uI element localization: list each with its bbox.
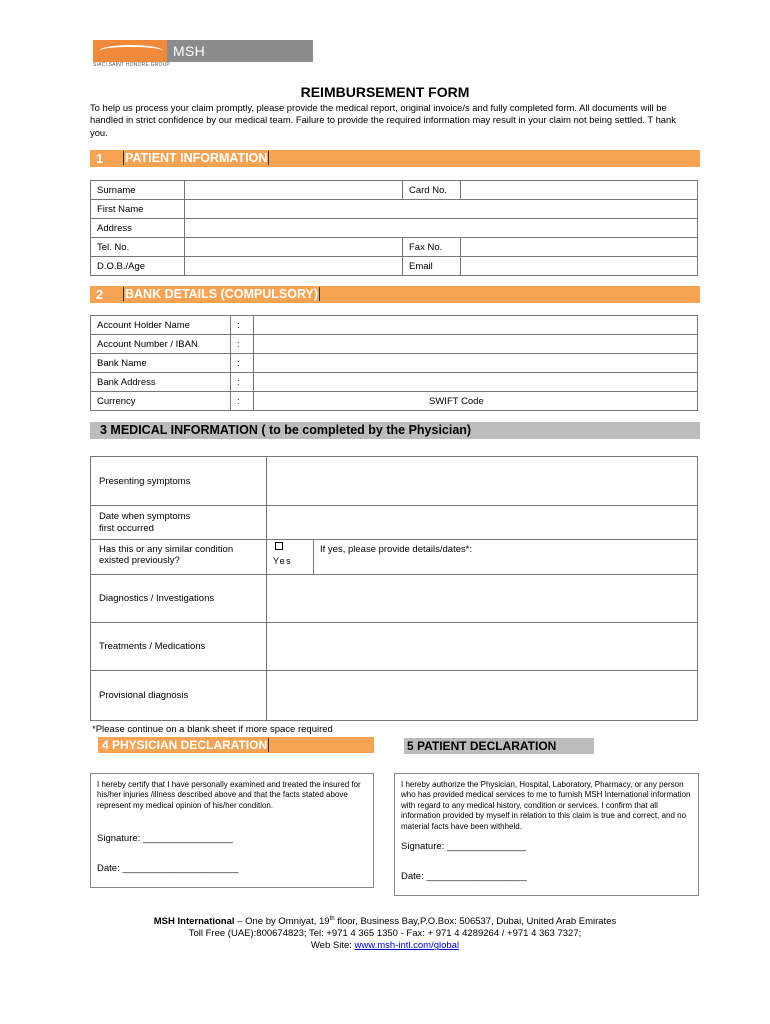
separator: : bbox=[231, 316, 254, 335]
separator: : bbox=[231, 335, 254, 354]
yes-checkbox[interactable] bbox=[275, 542, 283, 550]
treatments-field[interactable] bbox=[267, 623, 698, 671]
card-no-label: Card No. bbox=[403, 181, 461, 200]
footer-website: Web Site: www.msh-intl.com/global bbox=[310, 940, 460, 952]
section-3-header bbox=[90, 422, 700, 439]
section-3-title: 3 MEDICAL INFORMATION ( to be completed by the Physician) bbox=[100, 423, 472, 437]
tel-field[interactable] bbox=[185, 238, 403, 257]
website-link[interactable]: www.msh-intl.com/global bbox=[354, 940, 460, 952]
section-2-title: BANK DETAILS (COMPULSORY) bbox=[125, 287, 319, 301]
patient-declaration-box bbox=[394, 773, 699, 896]
address-label: Address bbox=[91, 219, 185, 238]
fax-field[interactable] bbox=[461, 238, 698, 257]
patient-signature-line[interactable]: Signature: _______________ bbox=[401, 841, 527, 852]
patient-date-line[interactable]: Date: ___________________ bbox=[401, 871, 527, 882]
address-field[interactable] bbox=[185, 219, 698, 238]
patient-information-table bbox=[90, 180, 698, 276]
dob-field[interactable] bbox=[185, 257, 403, 276]
iban-label: Account Number / IBAN bbox=[91, 335, 231, 354]
footer-address: MSH International – One by Omniyat, 19th floor, Business Bay,P.O.Box: 506537, Dubai, United Arab Emirates bbox=[153, 916, 617, 928]
section-5-header bbox=[404, 738, 594, 754]
logo-subtitle: SIACI SAINT HONORE GROUP bbox=[93, 62, 170, 68]
surname-field[interactable] bbox=[185, 181, 403, 200]
diagnostics-field[interactable] bbox=[267, 575, 698, 623]
logo-arc-icon bbox=[99, 45, 163, 57]
currency-swift-field[interactable] bbox=[254, 392, 698, 411]
details-field[interactable] bbox=[314, 540, 698, 575]
section-1-title: PATIENT INFORMATION bbox=[125, 151, 268, 165]
diagnostics-label: Diagnostics / Investigations bbox=[91, 575, 267, 623]
yes-cell bbox=[267, 540, 314, 575]
section-2-number: 2 bbox=[96, 287, 104, 302]
intro-text: To help us process your claim promptly, please provide the medical report, original invoice/s and fully completed form. All documents will be handled in strict confidence by our medical team. Failure to provide the required information may result in your claim not being settled. T hank you. bbox=[90, 102, 676, 138]
tel-label: Tel. No. bbox=[91, 238, 185, 257]
dob-label: D.O.B./Age bbox=[91, 257, 185, 276]
footer bbox=[0, 913, 770, 952]
card-no-field[interactable] bbox=[461, 181, 698, 200]
bank-details-table bbox=[90, 315, 698, 411]
surname-label: Surname bbox=[91, 181, 185, 200]
email-field[interactable] bbox=[461, 257, 698, 276]
currency-label: Currency bbox=[91, 392, 231, 411]
iban-field[interactable] bbox=[254, 335, 698, 354]
bank-address-label: Bank Address bbox=[91, 373, 231, 392]
account-holder-label: Account Holder Name bbox=[91, 316, 231, 335]
swift-code-label: SWIFT Code bbox=[429, 395, 484, 407]
bank-name-field[interactable] bbox=[254, 354, 698, 373]
provisional-diagnosis-label: Provisional diagnosis bbox=[91, 671, 267, 721]
account-holder-field[interactable] bbox=[254, 316, 698, 335]
first-name-label: First Name bbox=[91, 200, 185, 219]
section-2-header bbox=[90, 286, 700, 303]
yes-label: Yes bbox=[273, 556, 293, 566]
form-title: REIMBURSEMENT FORM bbox=[300, 84, 470, 100]
symptoms-date-field[interactable] bbox=[267, 506, 698, 540]
physician-declaration-text: I hereby certify that I have personally examined and treated the insured for his/her injuries /illness described above and that the facts stated above represent my medical opinion of his/her condition. bbox=[97, 780, 361, 810]
presenting-symptoms-field[interactable] bbox=[267, 457, 698, 506]
treatments-label: Treatments / Medications bbox=[91, 623, 267, 671]
physician-signature-line[interactable]: Signature: _________________ bbox=[97, 833, 233, 844]
symptoms-date-label: Date when symptoms first occurred bbox=[91, 506, 267, 540]
separator: : bbox=[231, 373, 254, 392]
section-5-title: 5 PATIENT DECLARATION bbox=[407, 739, 557, 753]
section-1-header bbox=[90, 150, 700, 167]
provisional-diagnosis-field[interactable] bbox=[267, 671, 698, 721]
section-1-number: 1 bbox=[96, 151, 104, 166]
patient-declaration-text: I hereby authorize the Physician, Hospital, Laboratory, Pharmacy, or any person who has provided medical services to me to furnish MSH International information with regard to any medical history, condition or services. I confirm that all information provided by myself in relation to this claim is true and correct, and no material facts have been withheld. bbox=[401, 780, 691, 831]
medical-information-table bbox=[90, 456, 698, 721]
presenting-symptoms-label: Presenting symptoms bbox=[91, 457, 267, 506]
continuation-note: *Please continue on a blank sheet if more space required bbox=[92, 724, 333, 735]
physician-date-line[interactable]: Date: ______________________ bbox=[97, 863, 239, 874]
msh-logo bbox=[93, 40, 313, 75]
physician-declaration-box bbox=[90, 773, 374, 888]
details-label: If yes, please provide details/dates*: bbox=[320, 544, 473, 555]
similar-condition-label: Has this or any similar condition existed previously? bbox=[91, 540, 267, 575]
separator: : bbox=[231, 354, 254, 373]
logo-name: MSH INTERNATIONAL bbox=[173, 43, 288, 75]
section-4-header bbox=[98, 737, 374, 753]
email-label: Email bbox=[403, 257, 461, 276]
bank-address-field[interactable] bbox=[254, 373, 698, 392]
section-4-title: 4 PHYSICIAN DECLARATION bbox=[102, 738, 268, 752]
fax-label: Fax No. bbox=[403, 238, 461, 257]
bank-name-label: Bank Name bbox=[91, 354, 231, 373]
first-name-field[interactable] bbox=[185, 200, 698, 219]
footer-company: MSH International bbox=[153, 916, 235, 928]
separator: : bbox=[231, 392, 254, 411]
footer-contacts: Toll Free (UAE):800674823; Tel: +971 4 365 1350 - Fax: + 971 4 4289264 / +971 4 363 7327; bbox=[188, 928, 582, 940]
